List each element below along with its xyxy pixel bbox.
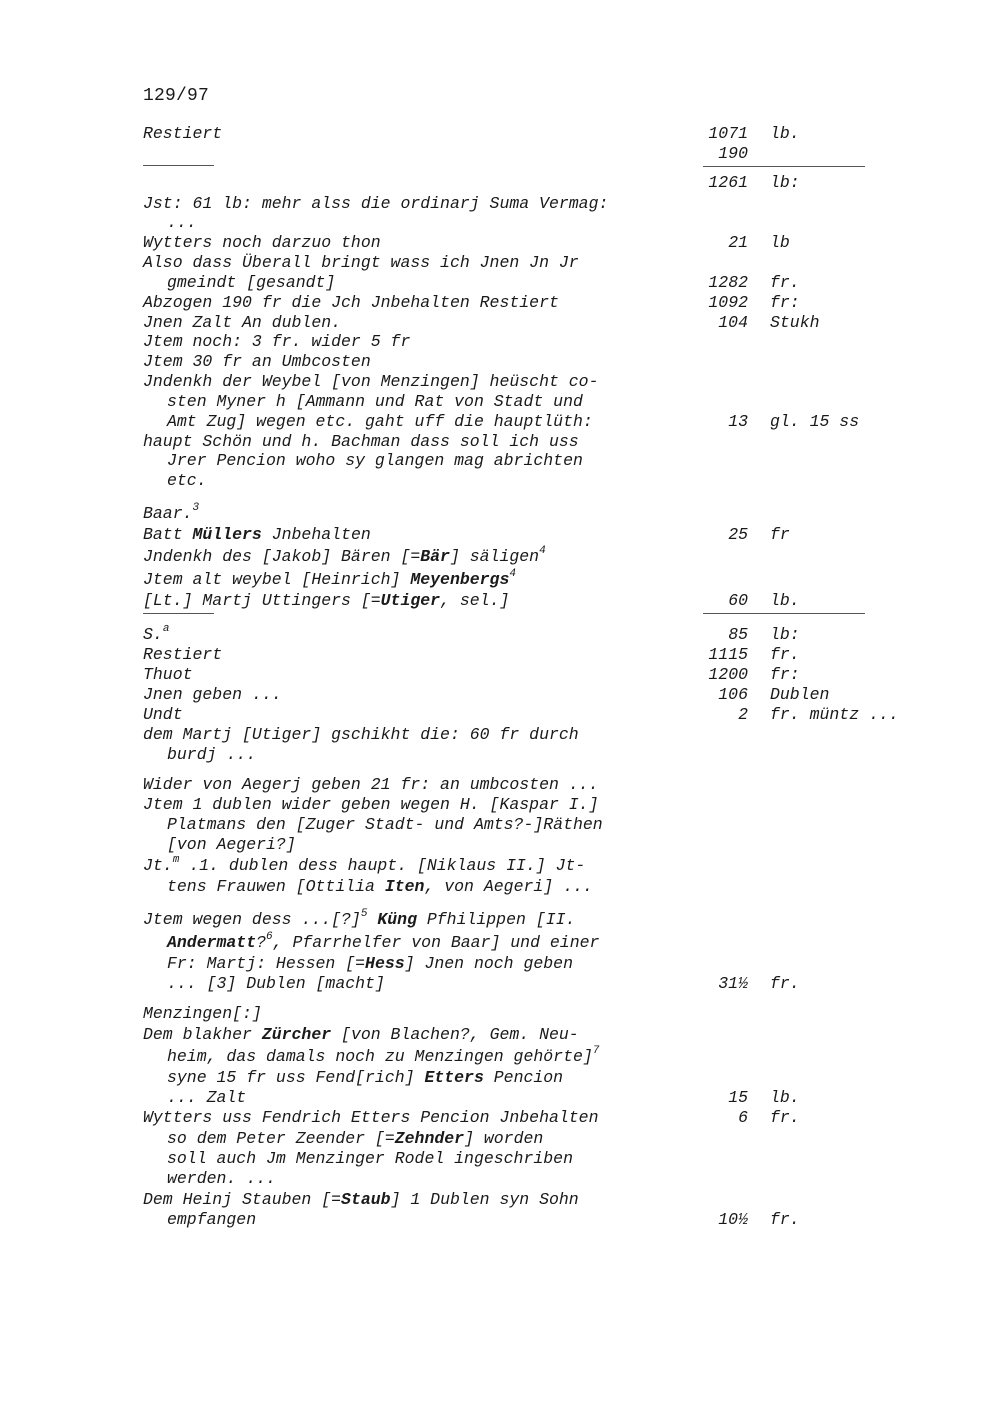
ledger-line: soll auch Jm Menzinger Rodel ingeschriben bbox=[167, 1149, 573, 1168]
ledger-line: Batt Müllers Jnbehalten 25 fr bbox=[143, 525, 790, 544]
ledger-line: sten Myner h [Ammann und Rat von Stadt und bbox=[167, 392, 583, 411]
ledger-line: Jndenkh des [Jakob] Bären [=Bär] säligen$^4$ bbox=[143, 544, 546, 566]
ledger-line: Undt 2 fr. müntz ... bbox=[143, 705, 899, 724]
ledger-line: Wytters noch darzuo thon 21 lb bbox=[143, 233, 790, 252]
ledger-line: Jt.$^m$ .1. dublen dess haupt. [Niklaus II.] Jt- bbox=[143, 853, 586, 875]
ledger-line: ... [3] Dublen [macht] 31½ fr. bbox=[167, 974, 800, 993]
ledger-line: etc. bbox=[167, 471, 207, 490]
left-rule-1 bbox=[143, 165, 214, 166]
ledger-line: Dem Heinj Stauben [=Staub] 1 Dublen syn Sohn bbox=[143, 1190, 579, 1209]
ledger-line: Jndenkh der Weybel [von Menzingen] heüscht co- bbox=[143, 372, 599, 391]
ledger-line: werden. ... bbox=[167, 1169, 276, 1188]
ledger-line: Also dass Überall bringt wass ich Jnen Jn Jr bbox=[143, 253, 579, 272]
ledger-line: Amt Zug] wegen etc. gaht uff die hauptlüth: 13 gl. 15 ss bbox=[167, 412, 860, 431]
ledger-line: Jrer Pencion woho sy glangen mag abrichten bbox=[167, 451, 583, 470]
ledger-line: so dem Peter Zeender [=Zehnder] worden bbox=[167, 1129, 544, 1148]
ledger-line: Wytters uss Fendrich Etters Pencion Jnbehalten 6 fr. bbox=[143, 1108, 800, 1127]
ledger-line: Jnen Zalt An dublen. 104 Stukh bbox=[143, 313, 820, 332]
ledger-line: heim, das damals noch zu Menzingen gehörte]$^7$ bbox=[167, 1044, 600, 1066]
ledger-line: 190 bbox=[718, 144, 748, 163]
ledger-line: Restiert 1071 lb. bbox=[143, 124, 800, 143]
ledger-line: haupt Schön und h. Bachman dass soll ich uss bbox=[143, 432, 579, 451]
sum-rule-2 bbox=[703, 613, 865, 614]
section-heading-baar: Baar.$^3$ bbox=[143, 501, 200, 523]
sum-rule-1 bbox=[703, 166, 865, 167]
ledger-line: Thuot 1200 fr: bbox=[143, 665, 800, 684]
ledger-line: empfangen 10½ fr. bbox=[167, 1210, 800, 1229]
ledger-line: ... bbox=[167, 213, 197, 232]
ledger-line: gmeindt [gesandt] 1282 fr. bbox=[167, 273, 800, 292]
ledger-line: S.$^a$ 85 lb: bbox=[143, 622, 800, 644]
ledger-line: Jnen geben ... 106 Dublen bbox=[143, 685, 830, 704]
ledger-line: Dem blakher Zürcher [von Blachen?, Gem. Neu- bbox=[143, 1025, 579, 1044]
ledger-line: burdj ... bbox=[167, 745, 257, 764]
ledger-line: syne 15 fr uss Fend[rich] Etters Pencion bbox=[167, 1068, 564, 1087]
ledger-line: Abzogen 190 fr die Jch Jnbehalten Restiert 1092 fr: bbox=[143, 293, 800, 312]
ledger-line: Wider von Aegerj geben 21 fr: an umbcosten ... bbox=[143, 775, 599, 794]
ledger-line: [von Aegeri?] bbox=[167, 835, 296, 854]
ledger-line: Jtem wegen dess ...[?]$^5$ Küng Pfhilippen [II. bbox=[143, 907, 576, 929]
ledger-line: Jtem noch: 3 fr. wider 5 fr bbox=[143, 332, 411, 351]
page-number: 129/97 bbox=[143, 86, 210, 106]
ledger-line: Jtem alt weybel [Heinrich] Meyenbergs$^4$ bbox=[143, 567, 516, 589]
ledger-line: Restiert 1115 fr. bbox=[143, 645, 800, 664]
ledger-line: Platmans den [Zuger Stadt- und Amts?-]Räthen bbox=[167, 815, 603, 834]
ledger-line: Jtem 1 dublen wider geben wegen H. [Kaspar I.] bbox=[143, 795, 599, 814]
ledger-line: 1261 lb: bbox=[708, 173, 800, 192]
ledger-line: Jst: 61 lb: mehr alss die ordinarj Suma Vermag: bbox=[143, 194, 609, 213]
left-rule-2 bbox=[143, 613, 214, 614]
section-heading-menzingen: Menzingen[:] bbox=[143, 1004, 262, 1023]
ledger-line: ... Zalt 15 lb. bbox=[167, 1088, 800, 1107]
ledger-line: Andermatt?$^6$, Pfarrhelfer von Baar] und einer bbox=[167, 930, 600, 952]
ledger-line: Jtem 30 fr an Umbcosten bbox=[143, 352, 371, 371]
ledger-line: tens Frauwen [Ottilia Iten, von Aegeri] ... bbox=[167, 877, 593, 896]
ledger-line: [Lt.] Martj Uttingers [=Utiger, sel.] 60 lb. bbox=[143, 591, 800, 610]
ledger-line: Fr: Martj: Hessen [=Hess] Jnen noch geben bbox=[167, 954, 573, 973]
ledger-line: dem Martj [Utiger] gschikht die: 60 fr durch bbox=[143, 725, 579, 744]
